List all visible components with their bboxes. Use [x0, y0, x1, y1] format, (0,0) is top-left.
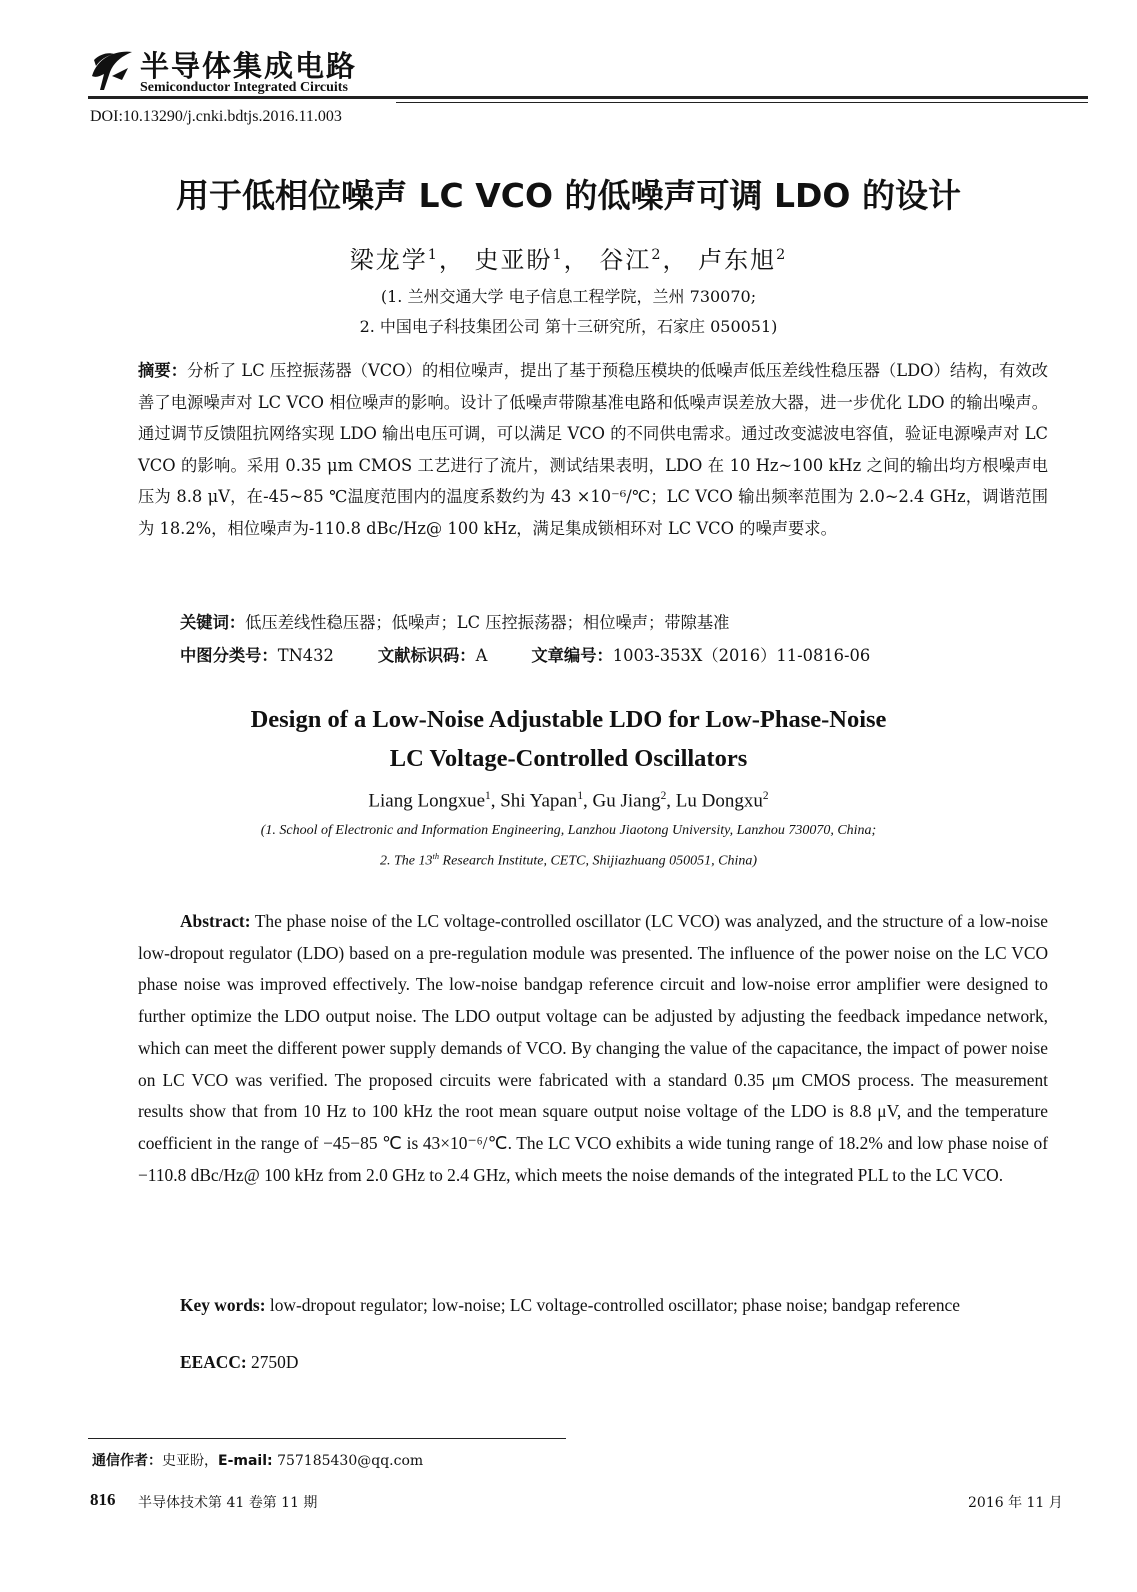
- abstract-text-en: The phase noise of the LC voltage-controlled oscillator (LC VCO) was analyzed, and the structure of a low-noise low-dropout regulator (LDO) based on a pre-regulation module was presented. The influence of the power noise on the LC VCO phase noise was improved effectively. The low-noise bandgap reference circuit and low-noise error amplifier were designed to further optimize the LDO output noise. The LDO output voltage can be adjusted by adjusting the feedback impedance network, which can meet the different power supply demands of VCO. By changing the value of the capacitance, the impact of power noise on LC VCO was verified. The proposed circuits were fabricated with a standard 0.35 μm CMOS process. The measurement results show that from 10 Hz to 100 kHz the root mean square output noise voltage of the LDO is 8.8 μV, and the temperature coefficient in the range of −45−85 ℃ is 43×10⁻⁶/℃. The LC VCO exhibits a wide tuning range of 18.2% and low phase noise of −110.8 dBc/Hz@ 100 kHz from 2.0 GHz to 2.4 GHz, which meets the noise demands of the integrated PLL to the LC VCO.: [138, 911, 1048, 1185]
- corresponding-author: [92, 1450, 423, 1470]
- author-affiliation-mark: 2: [776, 247, 788, 263]
- corr-name: 史亚盼，: [162, 1453, 218, 1469]
- affiliation-en-2-post: Research Institute, CETC, Shijiazhuang 050051, China): [439, 853, 757, 869]
- affiliation-en-2-pre: 2. The 13: [380, 853, 433, 869]
- authors-cn: 梁龙学$^1$， 史亚盼$^1$， 谷江$^2$， 卢东旭$^2$: [349, 246, 788, 274]
- abstract-label-cn: 摘要：: [138, 361, 188, 380]
- author-affiliation-mark: 1: [485, 790, 491, 802]
- authors-en: Liang Longxue$^1$, Shi Yapan$^1$, Gu Jiang$^2$, Lu Dongxu$^2$: [368, 790, 769, 812]
- affiliation-cn-1: (1. 兰州交通大学 电子信息工程学院，兰州 730070;: [380, 287, 757, 306]
- doi: DOI:10.13290/j.cnki.bdtjs.2016.11.003: [90, 108, 342, 125]
- issue-date: 2016 年 11 月: [968, 1495, 1063, 1511]
- author-affiliation-mark: 1: [577, 790, 584, 802]
- author-affiliation-mark: 2: [762, 790, 769, 802]
- affiliation-cn-2: 2. 中国电子科技集团公司 第十三研究所，石家庄 050051): [359, 317, 778, 336]
- clc-value: TN432: [277, 646, 334, 665]
- author-name: Lu Dongxu: [675, 790, 763, 812]
- journal-issue: 半导体技术第 41 卷第 11 期: [138, 1495, 318, 1511]
- corr-label: 通信作者：: [92, 1453, 162, 1469]
- abstract-en: [138, 906, 1048, 1191]
- page-number: 816: [90, 1490, 116, 1509]
- eeacc-label: EEACC:: [180, 1352, 247, 1372]
- abstract-cn: [138, 355, 1048, 545]
- author-affiliation-mark: 1: [552, 247, 564, 263]
- keywords-label-en: Key words:: [180, 1295, 266, 1315]
- author-name: 史亚盼: [474, 246, 553, 274]
- author-name: 谷江: [599, 246, 652, 274]
- doc-code-label: 文献标识码：: [377, 646, 476, 665]
- author-name: 卢东旭: [698, 246, 777, 274]
- keywords-text-en: low-dropout regulator; low-noise; LC voltage-controlled oscillator; phase noise; bandgap reference: [269, 1295, 960, 1315]
- title-en-line-1: Design of a Low-Noise Adjustable LDO for Low-Phase-Noise: [250, 706, 887, 733]
- author-affiliation-mark: 2: [660, 790, 667, 802]
- clc-label: 中图分类号：: [180, 646, 278, 665]
- author-name: Shi Yapan: [500, 790, 578, 812]
- author-name: Gu Jiang: [592, 790, 661, 812]
- affiliation-en-2-sup: th: [432, 852, 440, 861]
- keywords-text-cn: 低压差线性稳压器；低噪声；LC 压控振荡器；相位噪声；带隙基准: [245, 613, 730, 632]
- email-value: 757185430@qq.com: [277, 1453, 424, 1469]
- article-no-label: 文章编号：: [531, 646, 613, 665]
- affiliation-en-1: (1. School of Electronic and Information Engineering, Lanzhou Jiaotong University, Lanzhou 730070, China;: [260, 823, 877, 838]
- email-label: E-mail:: [218, 1453, 273, 1469]
- classification-cn: [180, 642, 870, 666]
- title-cn: 用于低相位噪声 LC VCO 的低噪声可调 LDO 的设计: [176, 176, 961, 215]
- author-name: Liang Longxue: [368, 790, 486, 812]
- header-rule: [88, 96, 1088, 99]
- article-no-value: 1003-353X（2016）11-0816-06: [612, 646, 871, 665]
- abstract-text-cn: 分析了 LC 压控振荡器（VCO）的相位噪声，提出了基于预稳压模块的低噪声低压差线性稳压器（LDO）结构，有效改善了电源噪声对 LC VCO 相位噪声的影响。设计了低噪声带隙基准电路和低噪声误差放大器，进一步优化 LDO 的输出噪声。通过调节反馈阻抗网络实现 LDO 输出电压可调，可以满足 VCO 的不同供电需求。通过改变滤波电容值，验证电源噪声对 LC VCO 的影响。采用 0.35 μm CMOS 工艺进行了流片，测试结果表明，LDO 在 10 Hz~100 kHz 之间的输出均方根噪声电压为 8.8 μV，在-45~85 ℃温度范围内的温度系数约为 43 ×10⁻⁶/℃；LC VCO 输出频率范围为 2.0~2.4 GHz，调谐范围为 18.2%，相位噪声为-110.8 dBc/Hz@ 100 kHz，满足集成锁相环对 LC VCO 的噪声要求。: [138, 361, 1048, 538]
- affiliation-en-2: [0, 852, 1137, 870]
- journal-name-cn: 半导体集成电路: [140, 49, 358, 83]
- keywords-cn: [180, 609, 729, 633]
- header-rule-thin: [396, 102, 1088, 103]
- title-en-line-2: LC Voltage-Controlled Oscillators: [389, 745, 748, 772]
- keywords-label-cn: 关键词：: [180, 613, 246, 632]
- journal-logo-icon: [88, 46, 134, 94]
- author-affiliation-mark: 2: [651, 247, 663, 263]
- keywords-en: [138, 1290, 1048, 1322]
- footnote-rule: [88, 1438, 566, 1439]
- doc-code-value: A: [475, 646, 488, 665]
- eeacc: [180, 1352, 298, 1373]
- author-affiliation-mark: 1: [427, 247, 439, 263]
- author-name: 梁龙学: [349, 246, 428, 274]
- abstract-label-en: Abstract:: [180, 911, 251, 931]
- journal-name-en: Semiconductor Integrated Circuits: [140, 80, 348, 95]
- eeacc-value: 2750D: [251, 1352, 299, 1372]
